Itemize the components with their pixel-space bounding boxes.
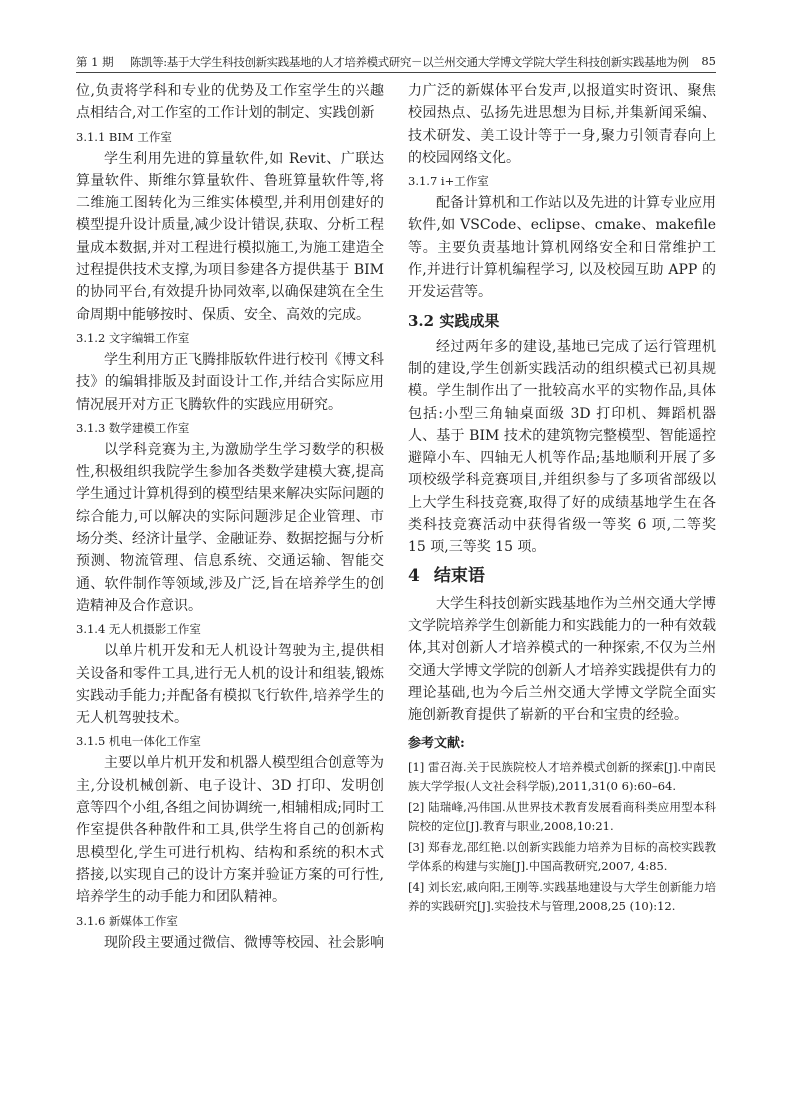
- paragraph-new-media-continued: 力广泛的新媒体平台发声,以报道实时资讯、聚焦校园热点、弘扬先进思想为目标,并集新闻采编、技术研发、美工设计等于一身,聚力引领青春向上的校园网络文化。: [408, 83, 716, 166]
- paragraph-math-modeling-studio: 以学科竞赛为主,为激励学生学习数学的积极性,积极组织我院学生参加各类数学建模大赛,提高学生通过计算机得到的模型结果来解决实际问题的综合能力,可以解决的实际问题涉足企业管理、市场分类、经济计量学、金融证券、数据挖掘与分析预测、物流管理、信息系统、交通运输、智能交通、软件制作等领域,涉及广泛,旨在培养学生的创造精神及合作意识。: [76, 441, 384, 614]
- reference-item: [3] 郑春龙,邵红艳.以创新实践能力培养为目标的高校实践教学体系的构建与实施[J].中国高教研究,2007, 4:85.: [408, 840, 716, 874]
- heading-math-modeling-studio: 3.1.3 数学建模工作室: [76, 420, 190, 435]
- running-header: [76, 52, 716, 74]
- page-number: 85: [701, 54, 716, 68]
- paragraph-drone-photography-studio: 以单片机开发和无人机设计驾驶为主,提供相关设备和零件工具,进行无人机的设计和组装,锻炼实践动手能力;并配备有模拟飞行软件,培养学生的无人机驾驶技术。: [76, 643, 384, 727]
- paragraph-conclusion: 大学生科技创新实践基地作为兰州交通大学博文学院培养学生创新能力和实践能力的一种有效载体,其对创新人才培养模式的一种探索,不仅为兰州交通大学博文学院的创新人才培养实践提供有力的理论基础,也为今后兰州交通大学博文学院全面实施创新教育提供了崭新的平台和宝贵的经验。: [408, 595, 716, 724]
- reference-item: [4] 刘长宏,戚向阳,王刚等.实践基地建设与大学生创新能力培养的实践研究[J].实验技术与管理,2008,25 (10):12.: [408, 880, 716, 914]
- issue-number: 第 1 期: [76, 55, 114, 69]
- heading-text-editing-studio: 3.1.2 文字编辑工作室: [76, 330, 190, 345]
- right-column: [408, 80, 716, 918]
- heading-mechatronics-studio: 3.1.5 机电一体化工作室: [76, 734, 201, 749]
- references-title: 参考文献:: [408, 736, 465, 752]
- paragraph-practice-results: 经过两年多的建设,基地已完成了运行管理机制的建设,学生创新实践活动的组织模式已初具规模。学生制作出了一批较高水平的实物作品,具体包括:小型三角轴桌面级 3D 打印机、舞蹈机器人、基于 BIM 技术的建筑物完整模型、智能遥控避障小车、四轴无人机等作品;基地顺利开展了多项校级学科竞赛项目,并组织参与了多项省部级以上大学生科技竞赛,取得了好的成绩基地学生在各类科技竞赛活动中获得省级一等奖 6 项,二等奖 15 项,三等奖 15 项。: [408, 338, 716, 556]
- heading-bim-studio: 3.1.1 BIM 工作室: [76, 129, 172, 144]
- reference-item: [1] 雷召海.关于民族院校人才培养模式创新的探索[J].中南民族大学学报(人文社会科学版),2011,31(0 6):60–64.: [408, 760, 716, 794]
- header-rule: [76, 72, 716, 73]
- heading-drone-photography-studio: 3.1.4 无人机摄影工作室: [76, 622, 201, 637]
- paragraph-i-plus-studio: 配备计算机和工作站以及先进的计算专业应用软件,如 VSCode、eclipse、cmake、makefile 等。主要负责基地计算机网络安全和日常维护工作,并进行计算机编程学习, 以及校园互助 APP 的开发运营等。: [408, 195, 716, 301]
- section-title: 结束语: [433, 565, 485, 586]
- paragraph-text-editing-studio: 学生利用方正飞腾排版软件进行校刊《博文科技》的编辑排版及封面设计工作,并结合实际应用情况展开对方正飞腾软件的实践应用研究。: [76, 351, 384, 413]
- section-number: 4: [408, 565, 420, 586]
- running-title: 陈凯等:基于大学生科技创新实践基地的人才培养模式研究－以兰州交通大学博文学院大学生科技创新实践基地为例: [130, 55, 689, 69]
- left-column: [76, 80, 384, 954]
- paragraph-bim-studio: 学生利用先进的算量软件,如 Revit、广联达算量软件、斯维尔算量软件、鲁班算量软件等,将二维施工图转化为三维实体模型,并利用创建好的模型提升设计质量,减少设计错误,获取、分析工程量成本数据,并对工程进行模拟施工,为施工建造全过程提供技术支撑,为项目参建各方提供基于 BIM 的协同平台,有效提升协同效率,以确保建筑在全生命周期中能够按时、保质、安全、高效的完成。: [76, 150, 384, 323]
- heading-conclusion: [408, 563, 716, 589]
- heading-new-media-studio: 3.1.6 新媒体工作室: [76, 913, 178, 928]
- paragraph-mechatronics-studio: 主要以单片机开发和机器人模型组合创意等为主,分设机械创新、电子设计、3D 打印、发明创意等四个小组,各组之间协调统一,相辅相成;同时工作室提供各种散件和工具,供学生将自己的创新构思模型化,学生可进行机构、结构和系统的积木式搭接,以实现自己的设计方案并验证方案的可行性,培养学生的动手能力和团队精神。: [76, 755, 384, 906]
- paragraph-new-media-studio: 现阶段主要通过微信、微博等校园、社会影响: [104, 934, 384, 951]
- heading-practice-results: 3.2 实践成果: [408, 311, 500, 330]
- heading-i-plus-studio: 3.1.7 i+工作室: [408, 174, 489, 189]
- paragraph-continued: 位,负责将学科和专业的优势及工作室学生的兴趣点相结合,对工作室的工作计划的制定、实践创新: [76, 83, 384, 122]
- reference-item: [2] 陆瑞峰,冯伟国.从世界技术教育发展看商科类应用型本科院校的定位[J].教育与职业,2008,10:21.: [408, 800, 716, 834]
